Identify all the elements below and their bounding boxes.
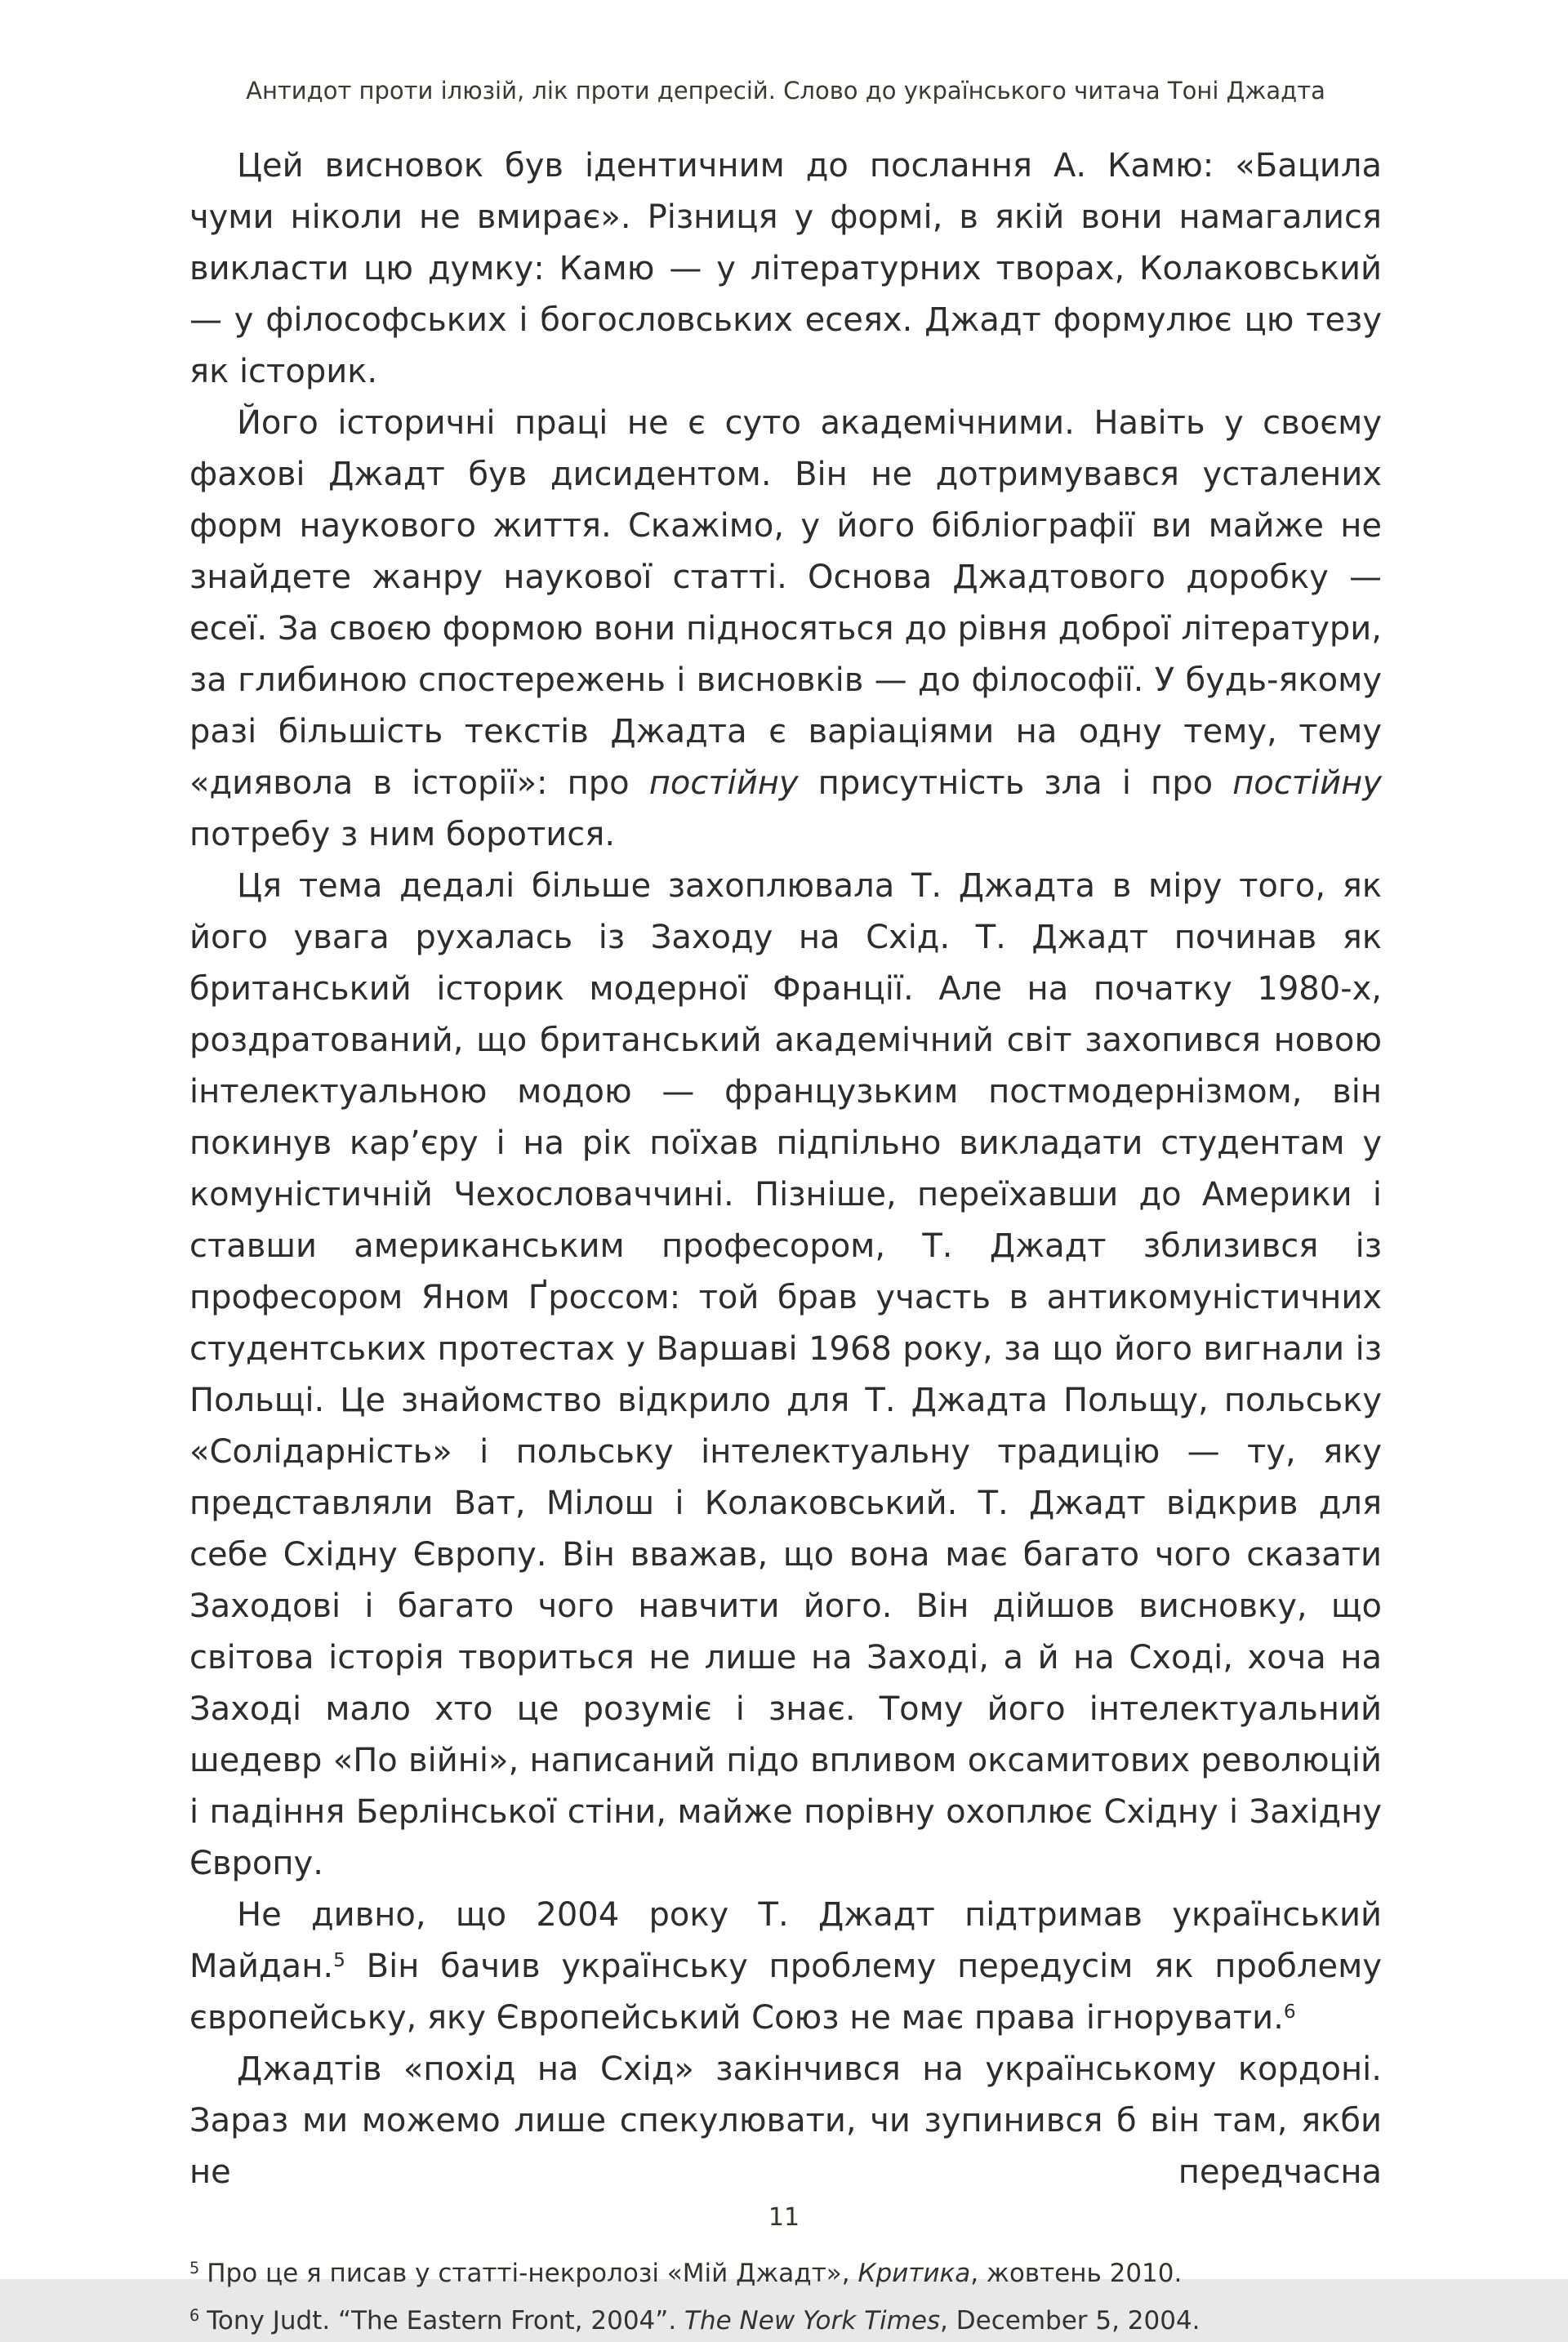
footnote-text: , жовтень 2010. bbox=[970, 2259, 1183, 2288]
text-segment: присутність зла і про bbox=[798, 764, 1233, 802]
footnote-ref-5: 5 bbox=[333, 1949, 345, 1972]
paragraph-2 bbox=[189, 398, 1382, 861]
footnotes-block bbox=[189, 2252, 1382, 2342]
footnote-text: , December 5, 2004. bbox=[940, 2306, 1200, 2335]
footnote-6 bbox=[189, 2300, 1382, 2342]
paragraph-5 bbox=[189, 2044, 1382, 2198]
page-body bbox=[189, 140, 1382, 2198]
footnote-ref-6: 6 bbox=[1283, 2001, 1296, 2024]
page-number: 11 bbox=[768, 2203, 800, 2232]
text-segment: Цей висновок був ідентичним до послання А. Камю: «Бацила чуми ніколи не вмирає». Різниця у формі, в якій вони намагалися викласти цю думку: Камю — у літературних творах, Колаковський — у філософських і богословських есеях. Джадт формулює цю тезу як історик. bbox=[189, 147, 1382, 390]
footnote-marker: 5 bbox=[189, 2259, 200, 2278]
paragraph-1 bbox=[189, 140, 1382, 398]
text-segment: Не дивно, що 2004 року Т. Джадт підтримав український Майдан. bbox=[189, 1896, 1382, 1985]
running-head-text: Антидот проти ілюзій, лік проти депресій. Слово до українського читача Тоні Джадта bbox=[246, 77, 1325, 105]
text-segment: Джадтів «похід на Схід» закінчився на українському кордоні. Зараз ми можемо лише спекулювати, чи зупинився б він там, якби не передчасна bbox=[189, 2050, 1382, 2191]
running-head bbox=[189, 75, 1382, 106]
text-segment: потребу з ним боротися. bbox=[189, 816, 616, 853]
text-segment: Його історичні праці не є суто академічними. Навіть у своєму фахові Джадт був дисидентом. Він не дотримувався усталених форм наукового життя. Скажімо, у його бібліографії ви майже не знайдете жанру наукової статті. Основа Джадтового доробку — есеї. За своєю формою вони підносяться до рівня доброї літератури, за глибиною спостережень і висновків — до філософії. У будь-якому разі більшість текстів Джадта є варіаціями на одну тему, тему «диявола в історії»: про bbox=[189, 404, 1382, 802]
footnote-text: Tony Judt. “The Eastern Front, 2004”. bbox=[207, 2306, 685, 2335]
text-segment: Він бачив українську проблему передусім як проблему європейську, яку Європейський Союз не має права ігнорувати. bbox=[189, 1948, 1382, 2037]
emphasis-segment: постійну bbox=[648, 764, 799, 802]
paragraph-4 bbox=[189, 1890, 1382, 2044]
footnote-marker: 6 bbox=[189, 2306, 200, 2326]
paragraph-3 bbox=[189, 861, 1382, 1890]
footnote-work-title: Критика bbox=[858, 2259, 971, 2288]
emphasis-segment: постійну bbox=[1232, 764, 1382, 802]
footnote-5 bbox=[189, 2252, 1382, 2295]
footnote-work-title: The New York Times bbox=[684, 2306, 941, 2335]
text-segment: Ця тема дедалі більше захоплювала Т. Джадта в міру того, як його увага рухалась із Заходу на Схід. Т. Джадт починав як британський історик модерної Франції. Але на початку 1980-х, роздратований, що британський академічний світ захопився новою інтелектуальною модою — французьким постмодернізмом, він покинув кар’єру і на рік поїхав підпільно викладати студентам у комуністичній Чехословаччині. Пізніше, переїхавши до Америки і ставши американським професором, Т. Джадт зблизився із професором Яном Ґроссом: той брав участь в антикомуністичних студентських протестах у Варшаві 1968 року, за що його вигнали із Польщі. Це знайомство відкрило для Т. Джадта Польщу, польську «Солідарність» і польську інтелектуальну традицію — ту, яку представляли Ват, Мілош і Колаковський. Т. Джадт відкрив для себе Східну Європу. Він вважав, що вона має багато чого сказати Заходові і багато чого навчити його. Він дійшов висновку, що світова історія твориться не лише на Заході, а й на Сході, хоча на Заході мало хто це розуміє і знає. Тому його інтелектуальний шедевр «По війні», написаний підо впливом оксамитових революцій і падіння Берлінської стіни, майже порівну охоплює Східну і Західну Європу. bbox=[189, 867, 1382, 1882]
footnote-text: Про це я писав у статті-некролозі «Мій Джадт», bbox=[207, 2259, 858, 2288]
